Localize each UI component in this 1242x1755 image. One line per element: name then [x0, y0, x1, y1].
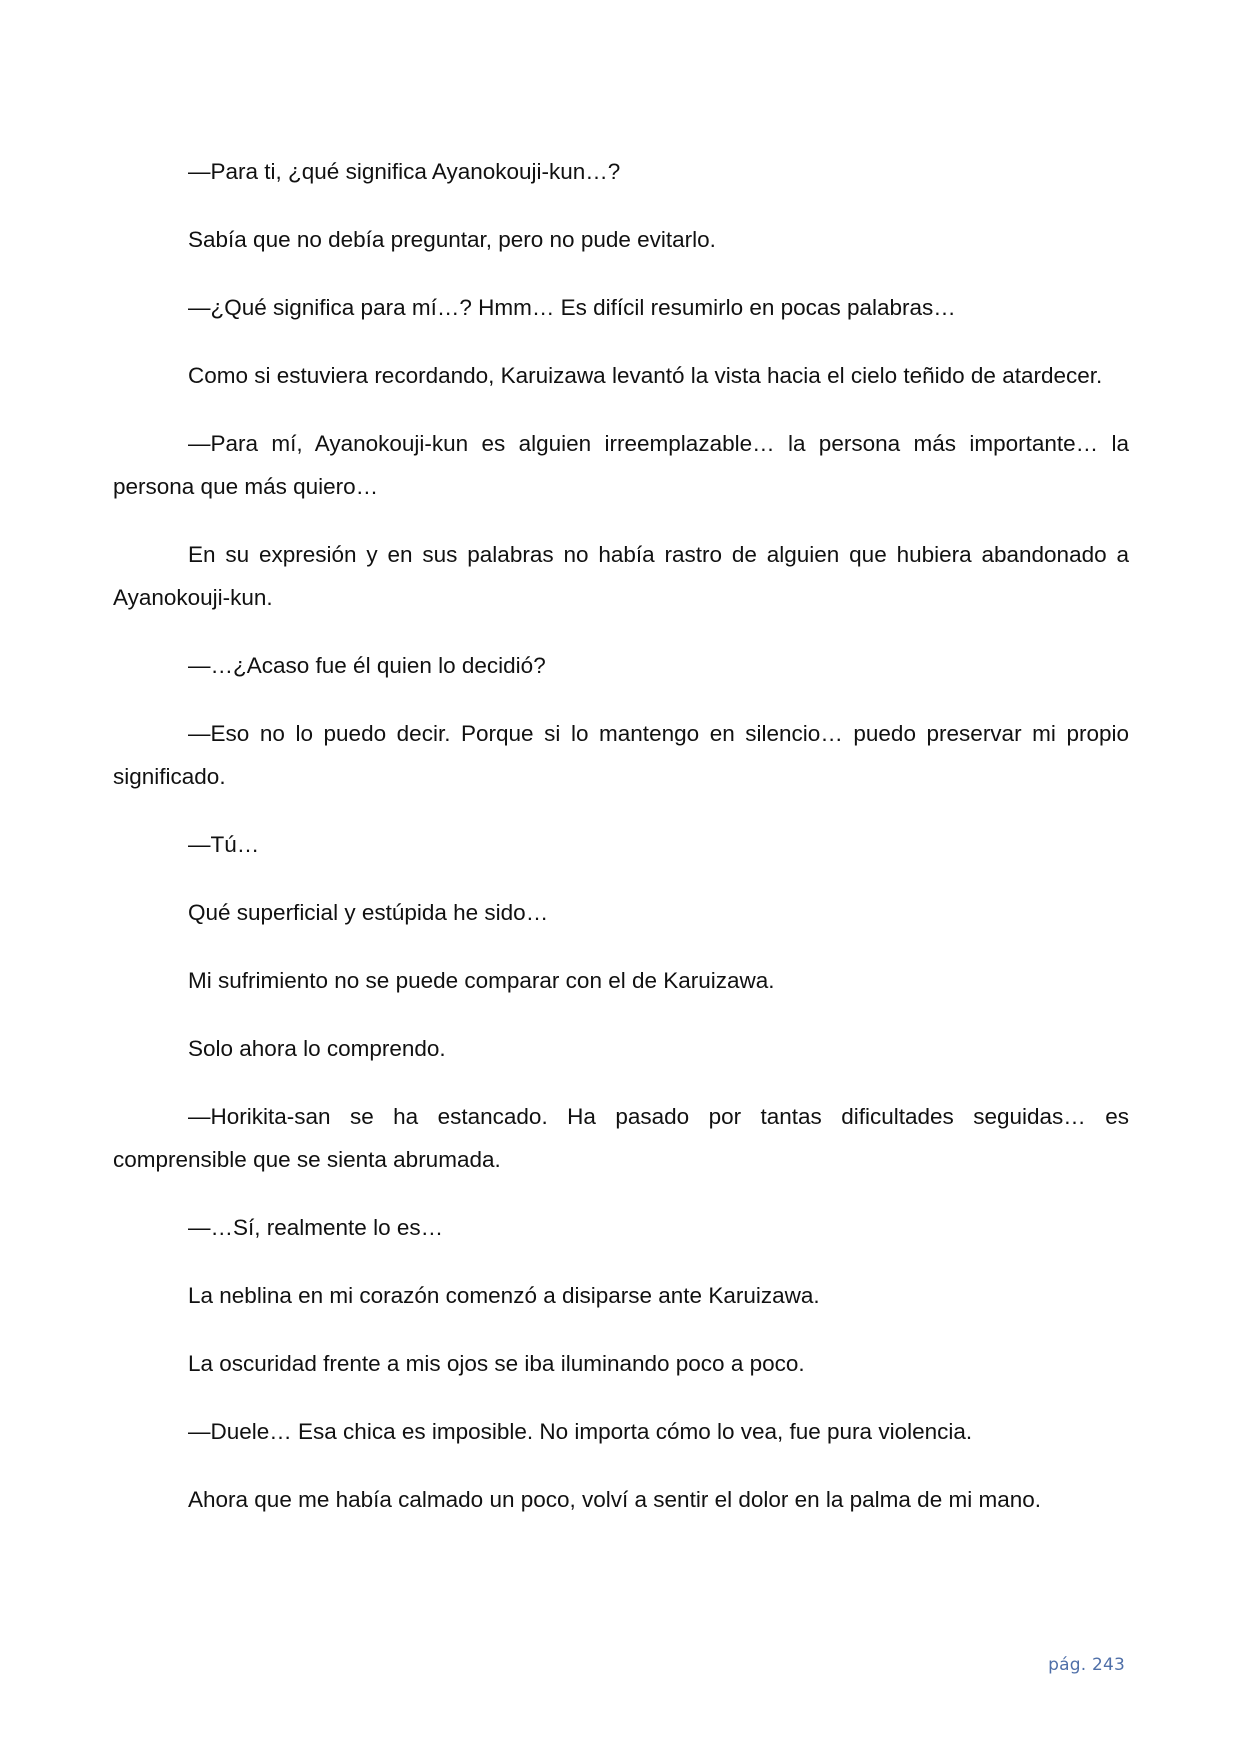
paragraph: La neblina en mi corazón comenzó a disiparse ante Karuizawa.: [188, 1283, 820, 1308]
paragraph: Ahora que me había calmado un poco, volví a sentir el dolor en la palma de mi mano.: [188, 1487, 1041, 1512]
paragraph: —¿Qué significa para mí…? Hmm… Es difícil resumirlo en pocas palabras…: [188, 295, 956, 320]
paragraph: Mi sufrimiento no se puede comparar con el de Karuizawa.: [188, 968, 775, 993]
body-text: [113, 150, 1129, 1546]
paragraph: —Duele… Esa chica es imposible. No importa cómo lo vea, fue pura violencia.: [188, 1419, 973, 1444]
paragraph: —…Sí, realmente lo es…: [188, 1215, 444, 1240]
paragraph: Como si estuviera recordando, Karuizawa levantó la vista hacia el cielo teñido de atardecer.: [188, 363, 1103, 388]
page-number: pág. 243: [1048, 1655, 1125, 1675]
paragraph: —…¿Acaso fue él quien lo decidió?: [188, 653, 546, 678]
paragraph: —Tú…: [188, 832, 260, 857]
paragraph: —Para ti, ¿qué significa Ayanokouji-kun…?: [188, 159, 621, 184]
paragraph: En su expresión y en sus palabras no había rastro de alguien que hubiera abandonado a Ayanokouji-kun.: [113, 542, 1129, 610]
paragraph: —Para mí, Ayanokouji-kun es alguien irreemplazable… la persona más importante… la persona que más quiero…: [113, 431, 1129, 499]
paragraph: Qué superficial y estúpida he sido…: [188, 900, 549, 925]
paragraph: —Eso no lo puedo decir. Porque si lo mantengo en silencio… puedo preservar mi propio significado.: [113, 721, 1129, 789]
paragraph: La oscuridad frente a mis ojos se iba iluminando poco a poco.: [188, 1351, 805, 1376]
paragraph: —Horikita-san se ha estancado. Ha pasado por tantas dificultades seguidas… es comprensible que se sienta abrumada.: [113, 1104, 1129, 1172]
paragraph: Sabía que no debía preguntar, pero no pude evitarlo.: [188, 227, 716, 252]
paragraph: Solo ahora lo comprendo.: [188, 1036, 446, 1061]
